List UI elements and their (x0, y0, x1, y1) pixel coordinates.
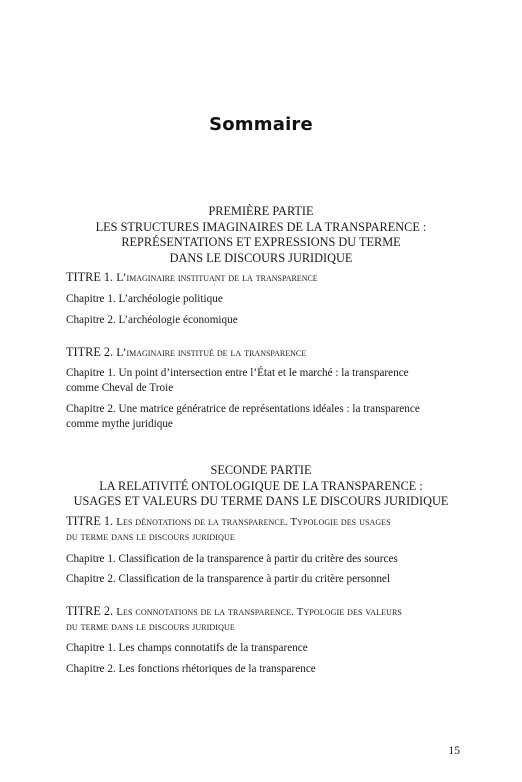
chapter-entry (66, 662, 458, 677)
titre-label: L’imaginaire institué de la transparence (116, 345, 307, 359)
titre-number: TITRE 2. (66, 604, 114, 618)
chapter-entry (66, 402, 458, 431)
titre-number: TITRE 1. (66, 270, 114, 284)
titre-heading (66, 604, 458, 635)
titre-label-line: Les dénotations de la transparence. Typologie des usages (116, 516, 391, 528)
part-heading (66, 463, 456, 510)
titre-heading (66, 270, 458, 285)
titre-number: TITRE 2. (66, 345, 114, 359)
chapter-line: Chapitre 2. Classification de la transparence à partir du critère personnel (66, 573, 390, 585)
chapter-entry (66, 552, 458, 567)
part-subtitle-line: LA RELATIVITÉ ONTOLOGIQUE DE LA TRANSPARENCE : (99, 478, 423, 493)
chapter-line: comme Cheval de Troie (66, 381, 174, 394)
titre-label-line: du terme dans le discours juridique (66, 621, 235, 633)
chapter-line: Chapitre 1. Classification de la transparence à partir du critère des sources (66, 553, 398, 565)
titre-number: TITRE 1. (66, 514, 114, 528)
page-title: Sommaire (209, 114, 313, 135)
page-number: 15 (448, 745, 460, 757)
titre-label-line: du terme dans le discours juridique (66, 531, 235, 543)
part-subtitle-line: REPRÉSENTATIONS ET EXPRESSIONS DU TERME (121, 235, 401, 249)
chapter-entry (66, 292, 458, 307)
titre-heading (66, 514, 458, 545)
chapter-entry (66, 313, 458, 328)
part-subtitle-line: DANS LE DISCOURS JURIDIQUE (169, 250, 353, 265)
chapter-line: Chapitre 2. Les fonctions rhétoriques de la transparence (66, 663, 316, 675)
titre-label-line: Les connotations de la transparence. Typologie des valeurs (116, 606, 402, 618)
chapter-line: Chapitre 1. Un point d’intersection entre l’État et le marché : la transparence (66, 367, 409, 379)
titre-heading (66, 345, 458, 360)
part-heading (66, 204, 456, 266)
titre-label: L’imaginaire instituant de la transparence (116, 270, 318, 284)
chapter-entry (66, 366, 458, 395)
part-label: SECONDE PARTIE (210, 463, 312, 477)
chapter-entry (66, 641, 458, 656)
chapter-line: Chapitre 2. Une matrice génératrice de représentations idéales : la transparence (66, 403, 420, 415)
chapter-line: Chapitre 2. L’archéologie économique (66, 314, 238, 326)
part-label: PREMIÈRE PARTIE (208, 204, 314, 218)
chapter-entry (66, 572, 458, 587)
chapter-line: Chapitre 1. L’archéologie politique (66, 293, 223, 305)
part-subtitle-line: USAGES ET VALEURS DU TERME DANS LE DISCOURS JURIDIQUE (73, 494, 449, 508)
part-subtitle-line: LES STRUCTURES IMAGINAIRES DE LA TRANSPARENCE : (95, 219, 427, 234)
chapter-line: Chapitre 1. Les champs connotatifs de la transparence (66, 642, 308, 654)
chapter-line: comme mythe juridique (66, 417, 173, 430)
